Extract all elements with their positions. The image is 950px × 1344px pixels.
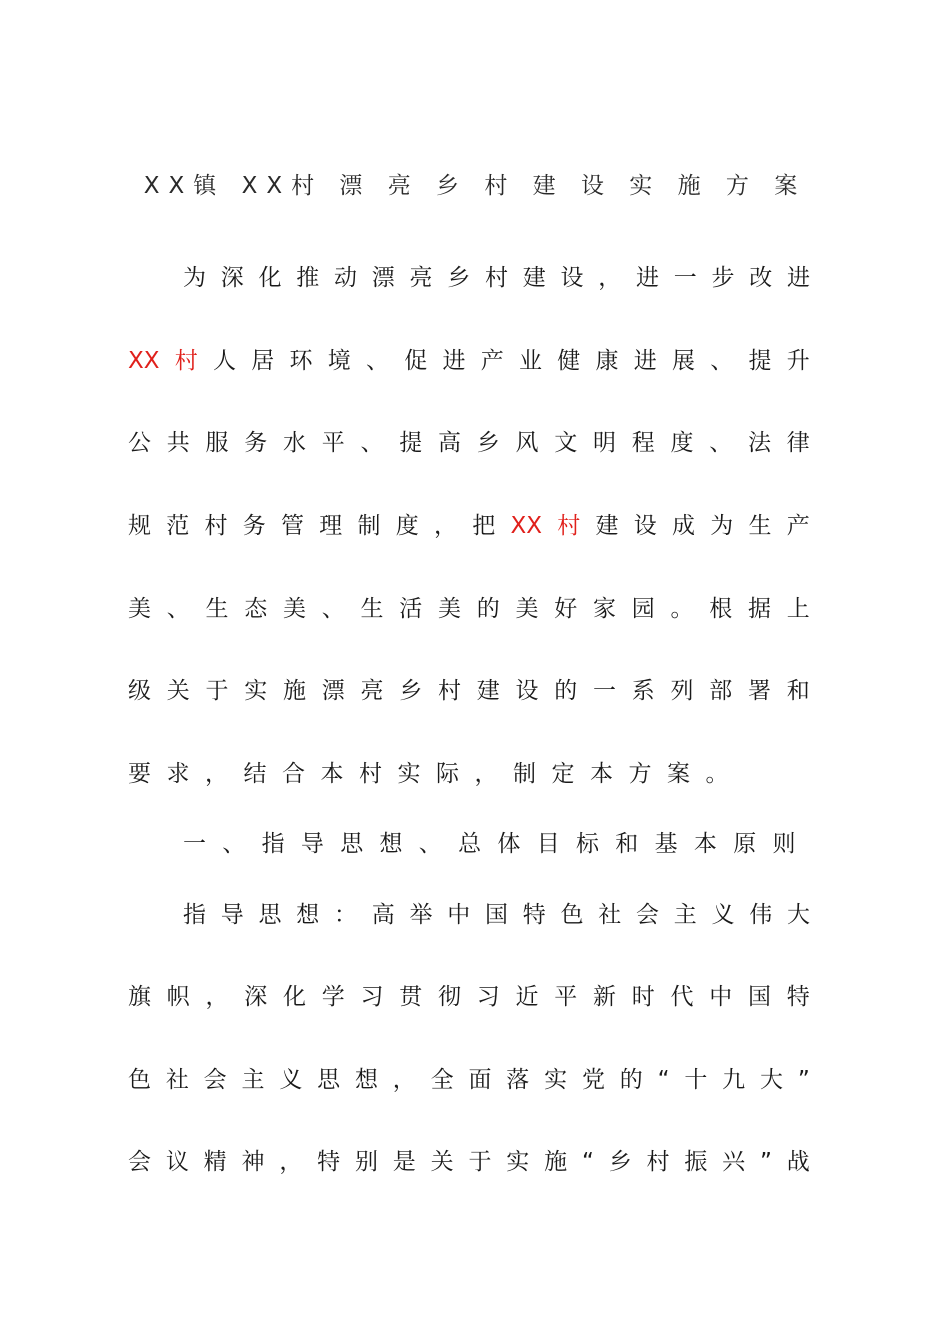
text-line: 为 深 化 推 动 漂 亮 乡 村 建 设 ， 进 一 步 改 进 <box>183 265 810 291</box>
text-line: 公 共 服 务 水 平 、 提 高 乡 风 文 明 程 度 、 法 律 <box>128 430 810 456</box>
text-line: 规 范 村 务 管 理 制 度 ， 把 XX 村 建 设 成 为 生 产 <box>128 513 810 539</box>
document-title: XX镇 XX村 漂 亮 乡 村 建 设 实 施 方 案 <box>143 173 807 199</box>
text-line: XX 村 人 居 环 境 、 促 进 产 业 健 康 进 展 、 提 升 <box>128 348 810 374</box>
text-line: 美 、 生 态 美 、 生 活 美 的 美 好 家 园 。 根 据 上 <box>128 596 810 622</box>
section-heading-1: 一、指导思想、总体目标和基本原则 <box>183 831 812 857</box>
text-line: 指 导 思 想 ： 高 举 中 国 特 色 社 会 主 义 伟 大 <box>183 902 810 928</box>
text-line: 旗 帜 ， 深 化 学 习 贯 彻 习 近 平 新 时 代 中 国 特 <box>128 984 810 1010</box>
text-line: 会 议 精 神 ， 特 别 是 关 于 实 施 “ 乡 村 振 兴 ” 战 <box>128 1149 810 1175</box>
text-line: 级 关 于 实 施 漂 亮 乡 村 建 设 的 一 系 列 部 署 和 <box>128 678 810 704</box>
text-line: 要 求 ， 结 合 本 村 实 际 ， 制 定 本 方 案 。 <box>128 761 729 787</box>
text-line: 色 社 会 主 义 思 想 ， 全 面 落 实 党 的 “ 十 九 大 ” <box>128 1067 810 1093</box>
